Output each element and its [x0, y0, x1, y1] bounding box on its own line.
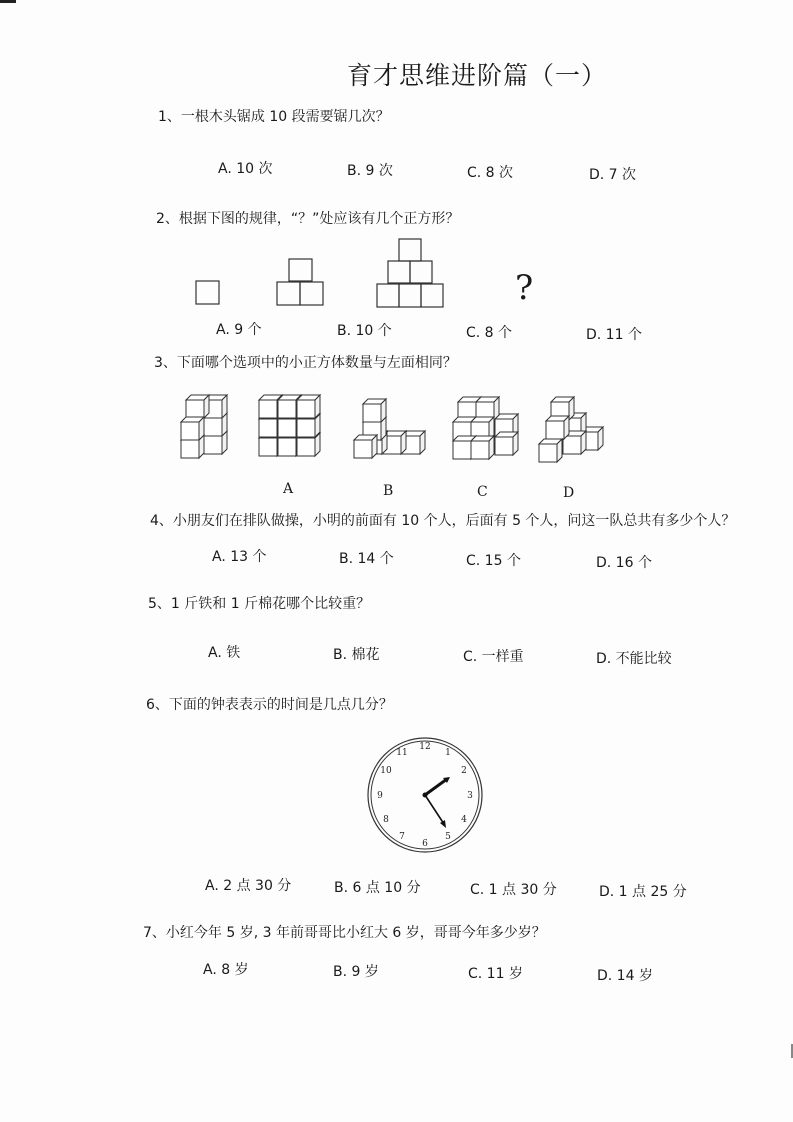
- question-mark: ?: [515, 268, 534, 308]
- option-d[interactable]: D. 16 个: [596, 555, 652, 571]
- option-d-cubes: [539, 397, 603, 462]
- clock-number: 3: [467, 791, 473, 801]
- option-a[interactable]: A. 8 岁: [203, 962, 249, 978]
- option-d[interactable]: D: [563, 485, 575, 501]
- option-c[interactable]: C. 1 点 30 分: [470, 882, 557, 898]
- page-title: 育才思维进阶篇（一）: [347, 61, 608, 90]
- option-b[interactable]: B. 14 个: [339, 551, 394, 567]
- clock-number: 9: [377, 791, 383, 801]
- clock-number: 11: [396, 748, 408, 758]
- option-b-cubes: [354, 399, 425, 458]
- question-text: 7、小红今年 5 岁, 3 年前哥哥比小红大 6 岁，哥哥今年多少岁？: [143, 925, 546, 941]
- question-text: 5、1 斤铁和 1 斤棉花哪个比较重？: [148, 596, 371, 612]
- option-d[interactable]: D. 11 个: [586, 327, 642, 343]
- option-d[interactable]: D. 14 岁: [597, 968, 653, 984]
- question-text: 2、根据下图的规律，“？”处应该有几个正方形？: [156, 211, 460, 227]
- option-b[interactable]: B. 9 次: [347, 163, 393, 179]
- clock-face: [365, 735, 485, 855]
- option-c[interactable]: C. 15 个: [466, 553, 521, 569]
- option-a[interactable]: A. 2 点 30 分: [205, 878, 292, 894]
- question-text: 3、下面哪个选项中的小正方体数量与左面相同？: [154, 355, 457, 371]
- question-text: 4、小朋友们在排队做操，小明的前面有 10 个人，后面有 5 个人，问这一队总共有多少个人？: [150, 513, 736, 529]
- option-c[interactable]: C. 11 岁: [468, 966, 523, 982]
- option-a[interactable]: A. 10 次: [218, 161, 273, 177]
- option-b[interactable]: B: [383, 483, 394, 499]
- clock-number: 7: [399, 832, 405, 842]
- cube-figures: [0, 0, 793, 520]
- clock-number: 10: [380, 766, 392, 776]
- clock-number: 2: [461, 766, 467, 776]
- option-d[interactable]: D. 1 点 25 分: [599, 884, 687, 900]
- option-c-cubes: [453, 397, 518, 459]
- option-d[interactable]: D. 不能比较: [596, 651, 672, 667]
- option-a-cubes: [259, 395, 320, 456]
- option-a[interactable]: A: [283, 481, 294, 497]
- reference-cubes: [181, 395, 227, 458]
- option-d[interactable]: D. 7 次: [589, 167, 637, 183]
- hour-hand: [425, 779, 447, 795]
- clock-number: 6: [422, 839, 428, 849]
- option-c[interactable]: C. 8 次: [467, 165, 514, 181]
- option-b[interactable]: B. 棉花: [333, 647, 380, 663]
- clock-number: 4: [461, 815, 467, 825]
- clock-number: 5: [445, 832, 451, 842]
- option-b[interactable]: B. 9 岁: [333, 964, 379, 980]
- option-b[interactable]: B. 10 个: [337, 323, 392, 339]
- question-text: 1、一根木头锯成 10 段需要锯几次？: [158, 109, 390, 125]
- option-a[interactable]: A. 9 个: [216, 322, 262, 338]
- option-c[interactable]: C: [477, 484, 488, 500]
- minute-hand: [425, 795, 444, 824]
- option-c[interactable]: C. 一样重: [463, 649, 524, 665]
- option-c[interactable]: C. 8 个: [466, 325, 513, 341]
- option-b[interactable]: B. 6 点 10 分: [334, 880, 421, 896]
- clock-number: 8: [383, 815, 389, 825]
- option-a[interactable]: A. 13 个: [212, 549, 267, 565]
- option-a[interactable]: A. 铁: [208, 645, 241, 661]
- clock-number: 1: [445, 748, 451, 758]
- clock-number: 12: [419, 742, 431, 752]
- question-text: 6、下面的钟表表示的时间是几点几分？: [146, 697, 393, 713]
